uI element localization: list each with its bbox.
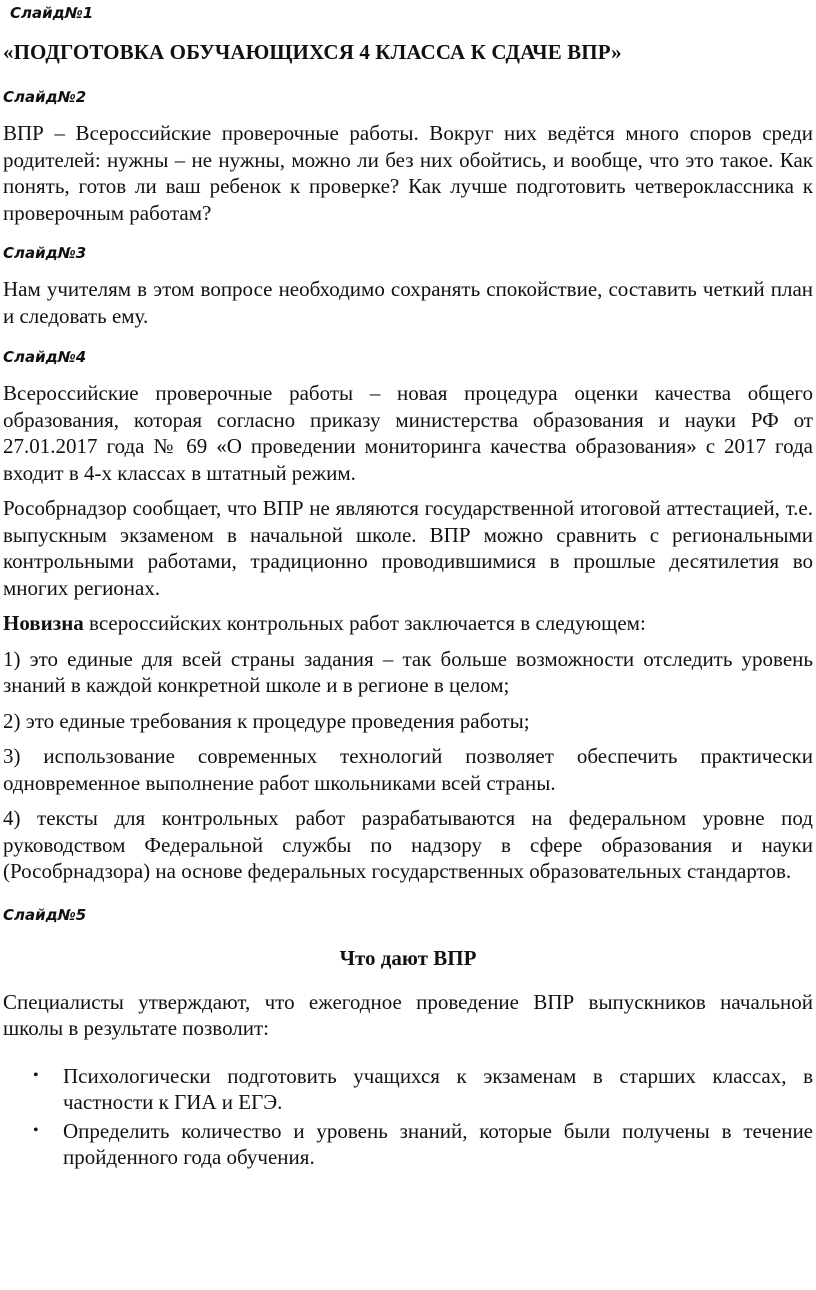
paragraph-vpr-intro: ВПР – Всероссийские проверочные работы. Вокруг них ведётся много споров среди родителей: нужны – не нужны, можно ли без них обойтись, и вообще, что это такое. Как понять, готов ли ваш ребенок к проверке? Как лучше подготовить четвероклассника к проверочным работам? (3, 121, 813, 225)
novelty-item-2: 2) это единые требования к процедуре проведения работы; (3, 708, 530, 733)
bullet-list (3, 1063, 813, 1171)
slide-label-1: Слайд№1 (10, 4, 94, 22)
novelty-item-4: 4) тексты для контрольных работ разрабатываются на федеральном уровне под руководством Федеральной службы по надзору в сфере образования и науки (Рособрнадзора) на основе федеральных государственных образовательных стандартов. (3, 806, 813, 883)
paragraph-specialists: Специалисты утверждают, что ежегодное проведение ВПР выпускников начальной школы в результате позволит: (3, 989, 813, 1040)
slide-label-4: Слайд№4 (3, 348, 87, 366)
paragraph-teachers: Нам учителям в этом вопросе необходимо сохранять спокойствие, составить четкий план и следовать ему. (3, 277, 813, 328)
section-heading-what-vpr-gives: Что дают ВПР (339, 945, 477, 970)
novelty-rest: всероссийских контрольных работ заключается в следующем: (83, 611, 646, 635)
paragraph-novelty (3, 610, 813, 637)
slide-label-5: Слайд№5 (3, 905, 87, 924)
novelty-bold: Новизна (3, 611, 84, 635)
document-title: «ПОДГОТОВКА ОБУЧАЮЩИХСЯ 4 КЛАССА К СДАЧЕ ВПР» (3, 40, 622, 64)
paragraph-procedure: Всероссийские проверочные работы – новая процедура оценки качества общего образования, которая согласно приказу министерства образования и науки РФ от 27.01.2017 года № 69 «О проведении мониторинга качества образования» с 2017 года входит в 4-х классах в штатный режим. (3, 381, 813, 485)
paragraph-rosobrnadzor: Рособрнадзор сообщает, что ВПР не являются государственной итоговой аттестацией, т.е. выпускным экзаменом в начальной школе. ВПР можно сравнить с региональными контрольными работами, традиционно проводившимися в прошлые десятилетия во многих регионах. (3, 496, 813, 600)
bullet-icon: • (33, 1121, 39, 1139)
bullet-item (3, 1063, 813, 1116)
slide-label-2: Слайд№2 (3, 88, 87, 106)
novelty-item-3: 3) использование современных технологий позволяет обеспечить практически одновременное выполнение работ школьниками всей страны. (3, 744, 813, 795)
bullet-icon: • (33, 1066, 39, 1084)
bullet-text: Определить количество и уровень знаний, которые были получены в течение пройденного года обучения. (63, 1118, 813, 1169)
novelty-item-1: 1) это единые для всей страны задания – так больше возможности отследить уровень знаний в каждой конкретной школе и в регионе в целом; (3, 646, 813, 697)
bullet-text: Психологически подготовить учащихся к экзаменам в старших классах, в частности к ГИА и ЕГЭ. (63, 1063, 813, 1114)
slide-label-3: Слайд№3 (3, 244, 87, 262)
bullet-item (3, 1118, 813, 1171)
